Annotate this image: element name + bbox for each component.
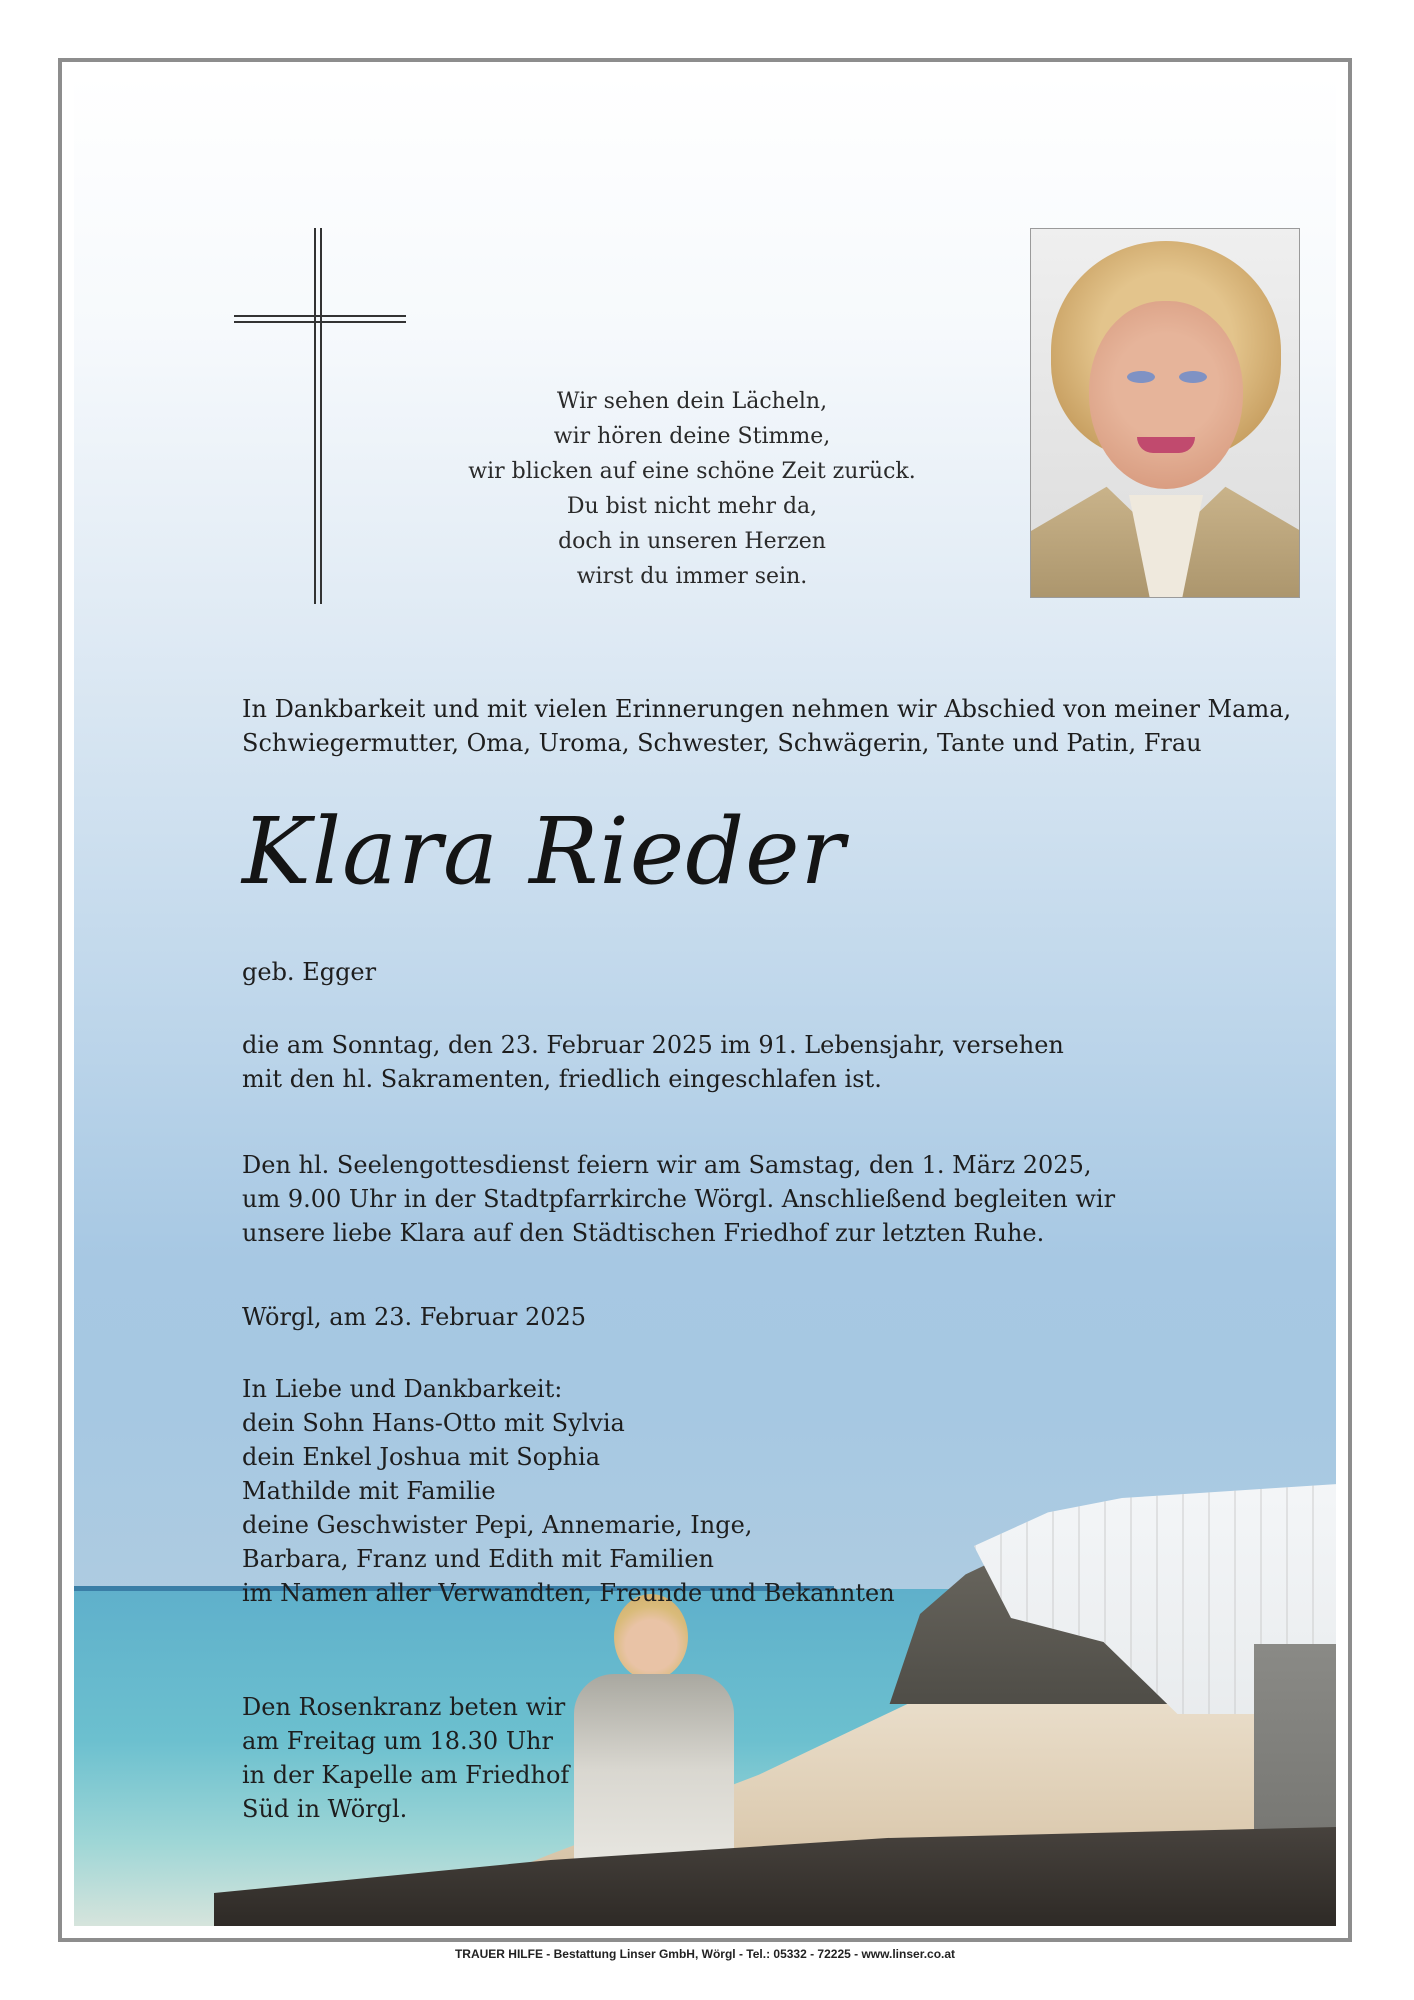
rosary-line: am Freitag um 18.30 Uhr	[242, 1727, 553, 1755]
mourners-line: Barbara, Franz und Edith mit Familien	[242, 1545, 714, 1573]
mourners-line: dein Enkel Joshua mit Sophia	[242, 1443, 600, 1471]
portrait-photo	[1030, 228, 1300, 598]
obituary-frame	[58, 58, 1352, 1942]
place-date: Wörgl, am 23. Februar 2025	[242, 1303, 587, 1331]
mourners-list	[242, 1372, 895, 1610]
poem-line: wir hören deine Stimme,	[553, 424, 831, 449]
intro-text	[242, 692, 1291, 760]
mourners-line: im Namen aller Verwandten, Freunde und Bekannten	[242, 1579, 895, 1607]
mourners-line: In Liebe und Dankbarkeit:	[242, 1375, 563, 1403]
poem-line: Wir sehen dein Lächeln,	[556, 389, 828, 414]
deceased-name: Klara Rieder	[242, 798, 846, 905]
death-notice	[242, 1028, 1064, 1096]
mass-notice	[242, 1148, 1115, 1250]
mourners-line: deine Geschwister Pepi, Annemarie, Inge,	[242, 1511, 753, 1539]
rosary-notice	[242, 1690, 569, 1826]
rosary-line: Süd in Wörgl.	[242, 1795, 408, 1823]
poem-line: doch in unseren Herzen	[558, 529, 826, 554]
memorial-poem	[422, 384, 962, 594]
cross-icon	[234, 228, 406, 604]
poem-line: Du bist nicht mehr da,	[566, 494, 818, 519]
death-line: die am Sonntag, den 23. Februar 2025 im 91. Lebensjahr, versehen	[242, 1031, 1064, 1059]
poem-line: wir blicken auf eine schöne Zeit zurück.	[468, 459, 916, 484]
intro-line: Schwiegermutter, Oma, Uroma, Schwester, Schwägerin, Tante und Patin, Frau	[242, 729, 1202, 757]
mass-line: unsere liebe Klara auf den Städtischen Friedhof zur letzten Ruhe.	[242, 1219, 1045, 1247]
rosary-line: Den Rosenkranz beten wir	[242, 1693, 566, 1721]
footer-imprint: TRAUER HILFE - Bestattung Linser GmbH, Wörgl - Tel.: 05332 - 72225 - www.linser.co.at	[454, 1947, 956, 1961]
mass-line: Den hl. Seelengottesdienst feiern wir am Samstag, den 1. März 2025,	[242, 1151, 1092, 1179]
poem-line: wirst du immer sein.	[576, 564, 808, 589]
birth-name: geb. Egger	[242, 958, 377, 986]
death-line: mit den hl. Sakramenten, friedlich eingeschlafen ist.	[242, 1065, 882, 1093]
intro-line: In Dankbarkeit und mit vielen Erinnerungen nehmen wir Abschied von meiner Mama,	[242, 695, 1292, 723]
mourners-line: dein Sohn Hans-Otto mit Sylvia	[242, 1409, 625, 1437]
rosary-line: in der Kapelle am Friedhof	[242, 1761, 570, 1789]
mass-line: um 9.00 Uhr in der Stadtpfarrkirche Wörgl. Anschließend begleiten wir	[242, 1185, 1116, 1213]
mourners-line: Mathilde mit Familie	[242, 1477, 496, 1505]
